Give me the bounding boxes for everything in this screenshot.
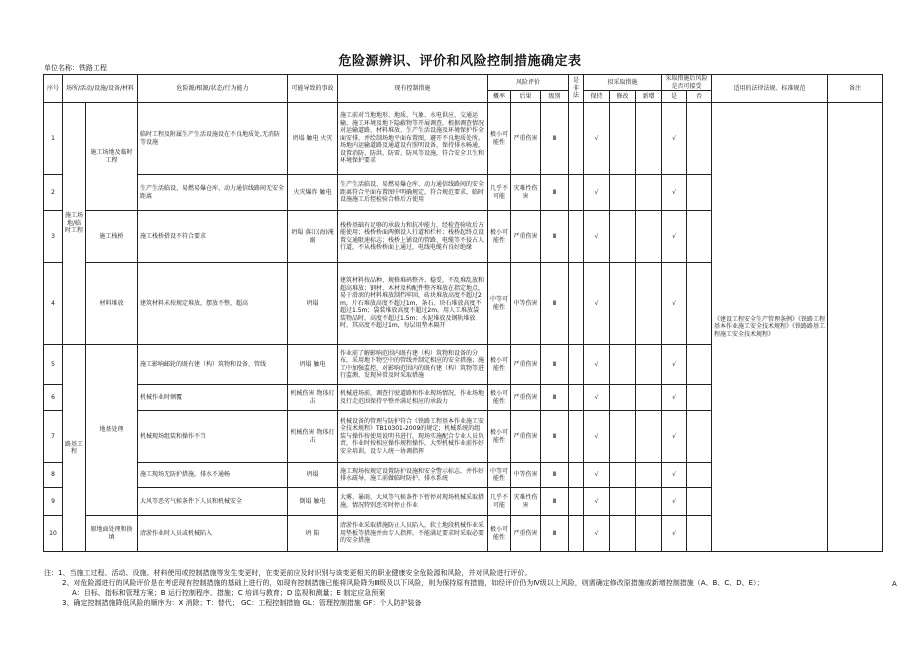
header-prob: 概率 xyxy=(488,91,511,103)
row-illegal xyxy=(569,385,584,411)
row-seq: 3 xyxy=(44,211,63,263)
row-add xyxy=(636,385,662,411)
row-consequence: 严重伤害 xyxy=(511,345,541,385)
row-no xyxy=(687,488,712,516)
page-title: 危险源辨识、评价和风险控制措施确定表 xyxy=(338,54,582,69)
row-add xyxy=(636,516,662,552)
group-roadbed: 路基工程 xyxy=(63,345,86,552)
header-add: 新增 xyxy=(636,91,662,103)
row-level: Ⅲ xyxy=(541,211,569,263)
row-yes-check: √ xyxy=(662,345,687,385)
row-accident: 坍塌 触电 火灾 xyxy=(288,103,338,175)
note-2: 2、对危险源进行的风险评价是在考虑现有控制措施的基础上进行的，如现有控制措施已能将风险降为Ⅲ级及以下风险，则为保持原有措施，如经评价仍为Ⅳ级以上风险，则需确定修改原措施或新增控制措施（A、B、C、D、E）； xyxy=(62,579,764,588)
row-keep-check: √ xyxy=(584,103,610,175)
row-seq: 6 xyxy=(44,385,63,411)
row-keep-check: √ xyxy=(584,175,610,211)
row-keep-check: √ xyxy=(584,385,610,411)
row-consequence: 严重伤害 xyxy=(511,211,541,263)
row-controls: 大雾、暴雨、大风等气候条件下暂停对现场机械采取措施，情况特别恶劣时停止作业 xyxy=(338,488,488,516)
row-illegal xyxy=(569,175,584,211)
header-seq: 序号 xyxy=(44,75,63,103)
row-hazard: 大风等恶劣气候条件下人员和机械安全 xyxy=(138,488,288,516)
row-subcategory: 施工栈桥 xyxy=(86,211,138,263)
row-prob: 中等可能性 xyxy=(488,263,511,345)
row-prob: 几乎不可能 xyxy=(488,488,511,516)
row-no xyxy=(687,516,712,552)
header-level: 级别 xyxy=(541,91,569,103)
row-yes-check: √ xyxy=(662,263,687,345)
laws-cell: 《建设工程安全生产管理条例》《铁路工程基本作业施工安全技术规程》《铁路路基工程施工安全技术规程》 xyxy=(712,103,828,552)
row-yes-check: √ xyxy=(662,175,687,211)
note-1: 注：1、当施工过程、活动、设施、材料使用或控制措施等发生变更时，在变更前应及时识别与该变更相关的职业健康安全危险源和风险，并对风险进行评价。 xyxy=(44,569,532,577)
row-prob: 极小可能性 xyxy=(488,385,511,411)
row-modify xyxy=(610,385,636,411)
row-accident: 倒塌 触电 xyxy=(288,488,338,516)
remarks-cell xyxy=(828,103,883,552)
row-controls: 建筑材料按品种、规格堆码整齐、稳妥，不乱堆乱放和超高堆放；钢材、木材及构配件整齐堆放在指定地点，易于滑滚的材料堆放制挡牢固，砖块堆放高度不超过2m，片石堆放高度不超过1m，条石、块石堆放高度不超过1.5m；袋装堆放高度不超过2m，用人工堆放袋装物品时，高度不超过1.5m；水泥堆放及钢轨堆放时，其高度不超过1m，每层用垫木隔开 xyxy=(338,263,488,345)
row-add xyxy=(636,345,662,385)
row-keep-check: √ xyxy=(584,345,610,385)
row-illegal xyxy=(569,263,584,345)
row-consequence: 灾难性伤害 xyxy=(511,488,541,516)
row-keep-check: √ xyxy=(584,263,610,345)
row-seq: 10 xyxy=(44,516,63,552)
header-laws: 适用的法律法规、标准规范 xyxy=(712,75,828,103)
row-add xyxy=(636,103,662,175)
header-remarks: 备注 xyxy=(828,75,883,103)
row-modify xyxy=(610,211,636,263)
row-seq: 7 xyxy=(44,411,63,463)
row-prob: 极小可能性 xyxy=(488,103,511,175)
row-subcategory: 地基处理 xyxy=(86,345,138,516)
row-accident: 坍 陷 xyxy=(288,516,338,552)
row-yes-check: √ xyxy=(662,385,687,411)
row-controls: 机械设备的管理与防护符合《铁路工程基本作业施工安全技术规程》TB10301-2009的规定；机械系统的组装与操作按使用说明书进行，现场实施配合专业人员负责，作业时按相应操作规程操作，大型机械作业前作好安全培训，设专人统一协调指挥 xyxy=(338,411,488,463)
row-no xyxy=(687,463,712,488)
row-illegal xyxy=(569,516,584,552)
row-consequence: 中等伤害 xyxy=(511,463,541,488)
row-consequence: 灾难性伤害 xyxy=(511,175,541,211)
row-prob: 中等可能性 xyxy=(488,463,511,488)
row-keep-check: √ xyxy=(584,488,610,516)
row-illegal xyxy=(569,488,584,516)
row-level: Ⅲ xyxy=(541,411,569,463)
row-hazard: 施工影响邮轮的既有建（构）筑物和设备、管线 xyxy=(138,345,288,385)
table-row xyxy=(44,103,883,175)
row-hazard: 临时工程及附属生产生活设施设在不良地质处,无消防等设施 xyxy=(138,103,288,175)
header-consequence: 后果 xyxy=(511,91,541,103)
row-prob: 极小可能性 xyxy=(488,411,511,463)
note-2-detail: A：目标、指标和管理方案；B 运行控制程序、措施；C 培训与教育；D 监视和测量；E 制定应急预案 xyxy=(72,589,386,598)
row-subcategory: 材料堆放 xyxy=(86,263,138,345)
row-modify xyxy=(610,103,636,175)
row-illegal xyxy=(569,411,584,463)
row-keep-check: √ xyxy=(584,516,610,552)
row-modify xyxy=(610,488,636,516)
header-controls: 现有控制措施 xyxy=(338,75,488,103)
row-prob: 极小可能性 xyxy=(488,211,511,263)
row-seq: 4 xyxy=(44,263,63,345)
row-level: Ⅲ xyxy=(541,516,569,552)
row-accident: 机械伤害 物体打击 xyxy=(288,385,338,411)
row-no xyxy=(687,103,712,175)
header-yes: 是 xyxy=(662,91,687,103)
header-acceptable: 采取措施后风险是否可接受 xyxy=(662,75,712,91)
row-level: Ⅲ xyxy=(541,488,569,516)
risk-table xyxy=(43,74,883,552)
row-hazard: 生产生活临设、易燃易爆仓库、动力通信线路间无安全距离 xyxy=(138,175,288,211)
row-keep-check: √ xyxy=(584,463,610,488)
header-planned: 拟采取措施 xyxy=(584,75,662,91)
row-level: Ⅲ xyxy=(541,103,569,175)
row-illegal xyxy=(569,345,584,385)
header-accident: 可能导致的事故 xyxy=(288,75,338,103)
row-seq: 8 xyxy=(44,463,63,488)
row-level: Ⅲ xyxy=(541,175,569,211)
note-3: 3、确定控制措施降低风险的顺序为：X 消除；T：替代； GC：工程控制措施 GL：管理控制措施 GF：个人防护装备 xyxy=(62,599,422,608)
row-illegal xyxy=(569,103,584,175)
row-subcategory: 原地面处理和换填 xyxy=(86,516,138,552)
row-accident: 机械伤害 物体打击 xyxy=(288,411,338,463)
notes-section xyxy=(44,568,904,609)
row-prob: 极小可能性 xyxy=(488,345,511,385)
row-keep-check: √ xyxy=(584,411,610,463)
row-hazard: 机械作业时倾覆 xyxy=(138,385,288,411)
row-yes-check: √ xyxy=(662,103,687,175)
row-yes-check: √ xyxy=(662,211,687,263)
row-consequence: 严重伤害 xyxy=(511,516,541,552)
row-controls: 作业前了解影响范围内既有建（构）筑物和设备的分布，采用地下物空中的管线并制定相应的安全措施；施工中加强监控，对影响范围内的既有建（构）筑物等进行监测，发现异常及时采取措施 xyxy=(338,345,488,385)
row-consequence: 严重伤害 xyxy=(511,103,541,175)
row-controls: 施工前对当地地形、地质、气象、水电供应、交通运输、施工环境及地下隐蔽物等开展调查，根据调查情况对运输道路、材料堆放、生产生活设施及环境保护作全面安排，并绘制场地平面布置图，避开不良地质处所。场地内运输道路及通道设有照明设备，保持排水畅通，设置消防、防洪、防雷、防风等设施，符合安全卫生和环境保护要求 xyxy=(338,103,488,175)
row-level: Ⅲ xyxy=(541,345,569,385)
row-subcategory: 施工场地及临时工程 xyxy=(86,103,138,211)
row-hazard: 施工现场无防护措施，排水不通畅 xyxy=(138,463,288,488)
row-illegal xyxy=(569,211,584,263)
row-hazard: 清淤作业时人员或机械陷入 xyxy=(138,516,288,552)
row-hazard: 建筑材料未按规定堆放，摆放不整，超高 xyxy=(138,263,288,345)
row-no xyxy=(687,345,712,385)
row-accident: 火灾爆炸 触电 xyxy=(288,175,338,211)
row-modify xyxy=(610,463,636,488)
header-hazard: 危险源/根源/状态/行为能力 xyxy=(138,75,288,103)
row-consequence: 中等伤害 xyxy=(511,263,541,345)
row-keep-check: √ xyxy=(584,211,610,263)
row-yes-check: √ xyxy=(662,411,687,463)
row-seq: 5 xyxy=(44,345,63,385)
group-site-camp: 施工场地/临时工程 xyxy=(63,103,86,345)
row-no xyxy=(687,263,712,345)
row-accident: 坍塌 落江(海)淹溺 xyxy=(288,211,338,263)
row-controls: 清淤作业采取措施防止人员陷入，软土地段机械作业采用垫板等措施并由专人指挥，不能满足要求时采取必要的安全措施 xyxy=(338,516,488,552)
row-hazard: 机械现场组装和操作不当 xyxy=(138,411,288,463)
row-modify xyxy=(610,263,636,345)
row-modify xyxy=(610,345,636,385)
row-seq: 2 xyxy=(44,175,63,211)
row-level: Ⅲ xyxy=(541,385,569,411)
row-controls: 栈桥基础有足够的承载力和抗冲能力，经检查验收后方能使用；栈桥桥面两侧设人行道和栏杆；栈桥起终点设置交通限速标志；栈桥上铺设的管路、电缆等不侵占人行道，不从栈桥桥面上通过，电线电缆有良好绝缘 xyxy=(338,211,488,263)
row-modify xyxy=(610,516,636,552)
header-modify: 修改 xyxy=(610,91,636,103)
row-add xyxy=(636,463,662,488)
row-modify xyxy=(610,411,636,463)
header-no: 否 xyxy=(687,91,712,103)
header-keep: 保持 xyxy=(584,91,610,103)
row-accident: 坍塌 xyxy=(288,263,338,345)
row-level: Ⅲ xyxy=(541,463,569,488)
row-controls: 生产生活临设、易燃易爆仓库、动力通信线路间的安全距离符合平面布置图中明确规定，符合规范要求，临时设施施工后控检验合格后方使用 xyxy=(338,175,488,211)
row-prob: 极小可能性 xyxy=(488,516,511,552)
row-accident: 坍塌 xyxy=(288,463,338,488)
row-add xyxy=(636,488,662,516)
row-hazard: 施工栈桥搭设不符合要求 xyxy=(138,211,288,263)
row-yes-check: √ xyxy=(662,463,687,488)
row-controls: 机械进场前，调查行驶道路和作业现场情况，作业场地及行走范围保持平整并满足相应的承载力 xyxy=(338,385,488,411)
row-controls: 施工现场按规定设置防护设施和安全警示标志，并作好排水疏导，施工前做临时防护、排水系统 xyxy=(338,463,488,488)
row-add xyxy=(636,175,662,211)
row-add xyxy=(636,263,662,345)
row-yes-check: √ xyxy=(662,488,687,516)
row-no xyxy=(687,175,712,211)
row-accident: 坍塌 触电 xyxy=(288,345,338,385)
row-consequence: 严重伤害 xyxy=(511,411,541,463)
row-seq: 1 xyxy=(44,103,63,175)
header-risk-eval: 风险评价 xyxy=(488,75,569,91)
row-prob: 几乎不可能 xyxy=(488,175,511,211)
row-consequence: 严重伤害 xyxy=(511,385,541,411)
row-no xyxy=(687,411,712,463)
row-yes-check: √ xyxy=(662,516,687,552)
row-illegal xyxy=(569,463,584,488)
unit-name: 单位名称：铁路工程 xyxy=(44,64,107,72)
row-add xyxy=(636,211,662,263)
row-level: Ⅲ xyxy=(541,263,569,345)
header-site: 场所/活动/设施/设备/材料 xyxy=(63,75,138,103)
row-no xyxy=(687,385,712,411)
row-seq: 9 xyxy=(44,488,63,516)
edge-mark: A xyxy=(892,580,897,588)
row-no xyxy=(687,211,712,263)
row-modify xyxy=(610,175,636,211)
header-illegal: 是非法 xyxy=(569,75,584,103)
row-add xyxy=(636,411,662,463)
